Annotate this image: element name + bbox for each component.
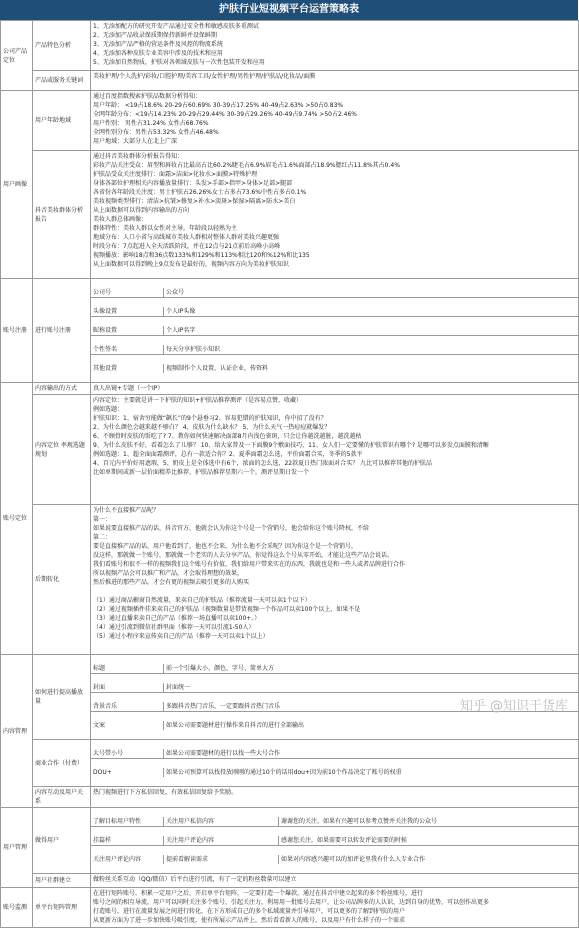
label-cell: 其他设置 [91,364,164,373]
subcategory-cell: 产品或服务关键词 [33,71,91,91]
label-cell: 关注用户评论内容 [91,855,164,864]
content-cell: 通过百度指数搜索护肤品数据分析得知： 用户年龄： <19占18.6% 20-29占60.69% 30-39占17.25% 40-49占2.63% >50占0.83% 全网年龄分布：<19占14.23% 20-29占29.44% 30-39占29.26% 40-49占9.74% >50占2.46% 用户性别： 男性占31.24% 女性占68.76% 全网性别分布：男性占53.32% 女性占46.48% 用户地域：大部分人在北上广深 [91,91,579,151]
content-cell: 为什么不直接推产品呢？ 第一： 如果说要直接推产品的话，抖音官方，他就会认为你这个号是一个营销号，他会给你这个账号降权，不给 第二： 要是直接推产品的话，用户他看到了，他也不会来，为什么他不会采呢？因为你这个是一个营销号， 没这样，那就做一个账号，那就做一个老实的人去分享产品，你觉得这么个号从零开始，才能让这些产品会说话。 我们看账号和很不一样的视频我们这个账号有价值，我们给用户带来实在的东西，我就也是和一些人或者品牌进行合作 所以视频产品会可以推广和产品，才会取得理想的效果， 然后推进的那些产品，才会有更的视频去吸引更多的人购买 （1）通过商品橱窗自然流量，来卖自己的护肤品（推荐流量一天可以卖1个以下） （2）通过视频插件挂来卖自己的护肤品（视频数量是带货视频一个作品可以卖100个以上，如果不是 （3）通过直播来卖自己的产品（推荐一场直播可以卖100+。） （4）通过引流到微信社群里面（推荐一天可以引流1-50人） （5）通过小程序来宣传卖自己的产品（推荐一天可以卖1个以上） [91,505,579,655]
content-cell: 美妆护理/个人洗护/彩妆/口腔护理/美容工具/女性护理/男性护理/护肤品/化妆品/面膜 [91,71,579,91]
subcategory-cell: 抖音美妆群体分析报告 [33,151,91,279]
note-cell: 感谢您关注，如果需要可以转发评论需要的时候 [281,837,408,844]
subcategory-cell: 用户社群建立 [33,874,91,888]
value-cell: 关注用户评论内容 [164,836,279,845]
label-cell: DOU+ [91,768,164,777]
value-cell: 前一个引爆大小、颜色、字号、简单大方 [166,665,275,672]
content-cell: 内容定位：主要就是讲一下护肤的知识+护肤品推荐测评（是容易点赞，收藏） 例如选题： 护肤知识：1、宿舍穷能做“飙长”的9个悬垂习2、容易犯错的护肤知识，你中招了没有？ 2、为什么颜色会越来越不够白？ 4、皮肤为什么缺水？ 5、为什么天气一热痘痘就爆发？ 6、不顾骨时皮肤的饭吃了? 7、教你如何快速解决面部8月内浅色雀斑，只会让你越洗越脏，越洗越枯 9、为什么皮肤不好，看着怎么了儿够？ 10、给大家普及一下面膜9个敷面技巧，11、女人们一定要懂的护肤常识有哪个? 是哪可以多发点面膜和清晰 例如选题：1、超全面面霜测评，总有一款适合你？2、夏季面霜怎么选，平价面霜合买，冬季的5款平 4、百元内平价好用遮瑕，5、奶皮上是全体选中有6个，浓面的怎么选，22款夏日热门浓面对合买？ 九比可以推荐其他的护肤品 比如单期间或新一层价面精养比推荐，护肤品推荐星期六一个，测评星期日发一个 [91,395,579,505]
value-cell: 公众号 [166,289,185,296]
category-cell: 公司产品定位 [1,21,33,91]
subcategory-cell: 产品特色分析 [33,21,91,71]
subcategory-cell: 内容输出的方式 [33,383,91,395]
label-cell: 文案 [91,721,164,730]
strategy-table [0,20,579,928]
label-cell: 大号带小号 [91,749,164,758]
label-cell: 挂篇样 [91,836,164,845]
subcategory-cell: 内容互动及用户关系 [33,787,91,808]
label-cell: 公司号 [91,288,164,297]
content-cell: 热门视频进行下方私信回复，有效私信回复给予奖励。 [91,787,579,808]
label-cell: 了解目标用户特性 [91,817,164,826]
label-cell: 头像设置 [91,307,164,316]
label-cell: 背景音乐 [91,702,164,711]
subcategory-cell: 单平台矩阵管理 [33,888,91,928]
value-cell: 如果公司预算可以找投放刚刚的通过10个的话用dou+因为前10个作品决定了账号的权重 [166,769,402,776]
value-cell: 关注用户私信内容 [164,817,279,826]
value-cell: 每天分享护肤小知识 [166,346,221,353]
sheet-title: 护肤行业短视频平台运营策略表 [0,0,578,20]
category-cell: 用户管理 [1,808,33,888]
content-cell: 1、无添加配方的研究开发产品通过安全性和敏感皮肤多重测试 2、无添加产品收录保质期保持新鲜并设保鲜期 3、无添加产品严格的营运条件及风控的物流系统 4、无添加各种皮肤专业美容中涉及的技术和应用 5、无添加自然物质，护肤对各领域皮肤与一次性包装开发和应用 [91,21,579,71]
watermark: 知乎 @知识干货库 [459,699,568,714]
content-cell: 做粉丝关系互动（QQ/微信）后平台进行引流，有了一定的粉丝数量可以建立 [91,874,579,888]
content-cell [91,808,579,874]
value-cell: 个人IP名字 [166,327,196,334]
note-cell: 谢谢您的关注，如果有兴趣可以参考点赞并关注我的公众号 [281,818,438,825]
value-cell: 个人IP头像 [166,308,196,315]
label-cell: 封面 [91,683,164,692]
category-cell: 账号监测 [1,888,33,928]
subcategory-cell: 商业合作（付费） [33,740,91,787]
subcategory-cell: 内容定位 率规选题规划 [33,395,91,505]
content-cell: 真人出镜+专题（一个IP） [91,383,579,395]
value-cell: 如果公司需要题材进行操作来自抖音的进行全部输出 [166,722,305,729]
subcategory-cell: 后期转化 [33,505,91,655]
category-cell: 用户画像 [1,91,33,279]
value-cell: 如果公司需要题材的进行以找一些大号合作 [166,750,281,757]
category-cell: 账号定位 [1,383,33,655]
value-cell: 视频制作个人设置，认证企业，传资料 [166,365,269,372]
category-cell: 账号注册 [1,279,33,383]
value-cell: 封面统一 [166,684,191,691]
category-cell: 内容管理 [1,655,33,808]
content-cell [91,279,579,383]
value-cell: 多跟抖音热门音乐，一定要跟抖音热门音乐 [166,703,281,710]
content-cell: 通过抖音美妆群体分析报告得知： 彩妆产品关注受众：眉型和唇妆占比最高占比60.2%睫毛占6.9%眉毛占1.6%面部占18.9%腮红占11.8%其占0.4% 护肤品受众关注度排行：面霜>洁面>化妆水>面膜>特殊护理 身体各部位护理相关内容播放量排行：头发>手部>指甲>身体>足部>腿部 各省份各年龄段关注度：男士护肤占26.26%女士占多占73.6%中性占多占0.1% 美妆视频类型排行：清洁>抗皱>修复>补水>淡斑>保湿>隔离>防水>美白 从上面数据可以得到内容输出的方向 美妆人群总体画像： 群体特性：美妆人群以女性对主导，年龄段以轻熟为主 地域分布：人口小省与高线城市美妆人群相对整体人群对美妆兴趣更强 时段分布：7点起进入全天活跃阶段，并在12点与21点前后高峰小高峰 视频播放：影响18点和36点数133%和129%和113%相比120和%12%和比135 从上面数据可以得到晚上9点发布是最好的，视频内容方向为美妆护肤知识 [91,151,579,279]
content-cell [91,740,579,787]
subcategory-cell: 进行账号注册 [33,279,91,383]
subcategory-cell: 做得用户 [33,808,91,874]
subcategory-cell: 用户年龄地域 [33,91,91,151]
label-cell: 标题 [91,664,164,673]
note-cell: 如果对内容感兴趣可以的加评论里我有什么人专业合作 [281,856,426,863]
subcategory-cell: 如何进行提高播放量 [33,655,91,740]
content-cell: 在进行矩阵账号，积累一定用户之后，开启单平台矩阵，一定要打造一个爆款，通过在抖音中建立起来的多个粉丝账号，进行 账号之间的相互导流，用户可以同时关注多个账号，引起关注力，利用用一批账号去用户，让公司品牌多的人认识，达到自身的优势，可以创作出更多 打造账号，进行在流量发展之间进行转化，在下方形成自己的多个私域流量并引导用户，可以更多的了解到护肤的用户 从更新方面为了进一步加快账号吸引度，使有所展示产品并上，然后看看新人的账号，以及用户有什么样子的一个需求 [91,888,579,928]
label-cell: 个性签名 [91,345,164,354]
value-cell: 提前看解读需求 [164,855,279,864]
label-cell: 昵称设置 [91,326,164,335]
